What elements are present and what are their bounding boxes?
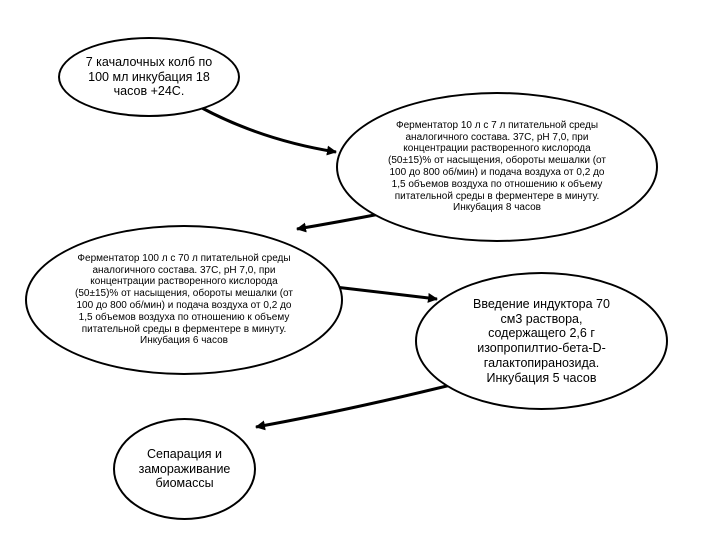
node-label: Ферментатор 10 л с 7 л питательной среды аналогичного состава. 37С, рН 7,0, при концентрации растворенного кислорода (50±15)% от насыщения, обороты мешалки (от 100 до 800 об/мин) и подача воздуха от 0,2 до 1,5 объемов воздуха по отношению к объему питательной среды в ферментере в минуту. Инкубация 8 часов (388, 119, 606, 214)
node-label: 7 качалочных колб по 100 мл инкубация 18 часов +24С. (85, 54, 213, 99)
arrow-edge-4-to-5 (256, 382, 463, 427)
flowchart-node-inducer (415, 272, 668, 410)
flowchart-node-fermenter-10l (336, 92, 658, 242)
node-label: Сепарация и замораживание биомассы (138, 446, 231, 491)
flowchart-node-separation (113, 418, 256, 520)
node-label: Введение индуктора 70 см3 раствора, содержащего 2,6 г изопропилтио-бета-D- галактопиранозида. Инкубация 5 часов (473, 296, 610, 385)
flowchart-node-fermenter-100l (25, 225, 343, 375)
node-label: Ферментатор 100 л с 70 л питательной среды аналогичного состава. 37С, рН 7,0, при концентрации растворенного кислорода (50±15)% от насыщения, обороты мешалки (от 100 до 800 об/мин) и подача воздуха от 0,2 до 1,5 объемов воздуха по отношению к объему питательной среды в ферментере в минуту. Инкубация 6 часов (75, 252, 293, 347)
arrow-edge-3-to-4 (335, 287, 437, 299)
arrow-edge-1-to-2 (202, 108, 336, 152)
flowchart-node-shake-flasks (58, 37, 240, 117)
